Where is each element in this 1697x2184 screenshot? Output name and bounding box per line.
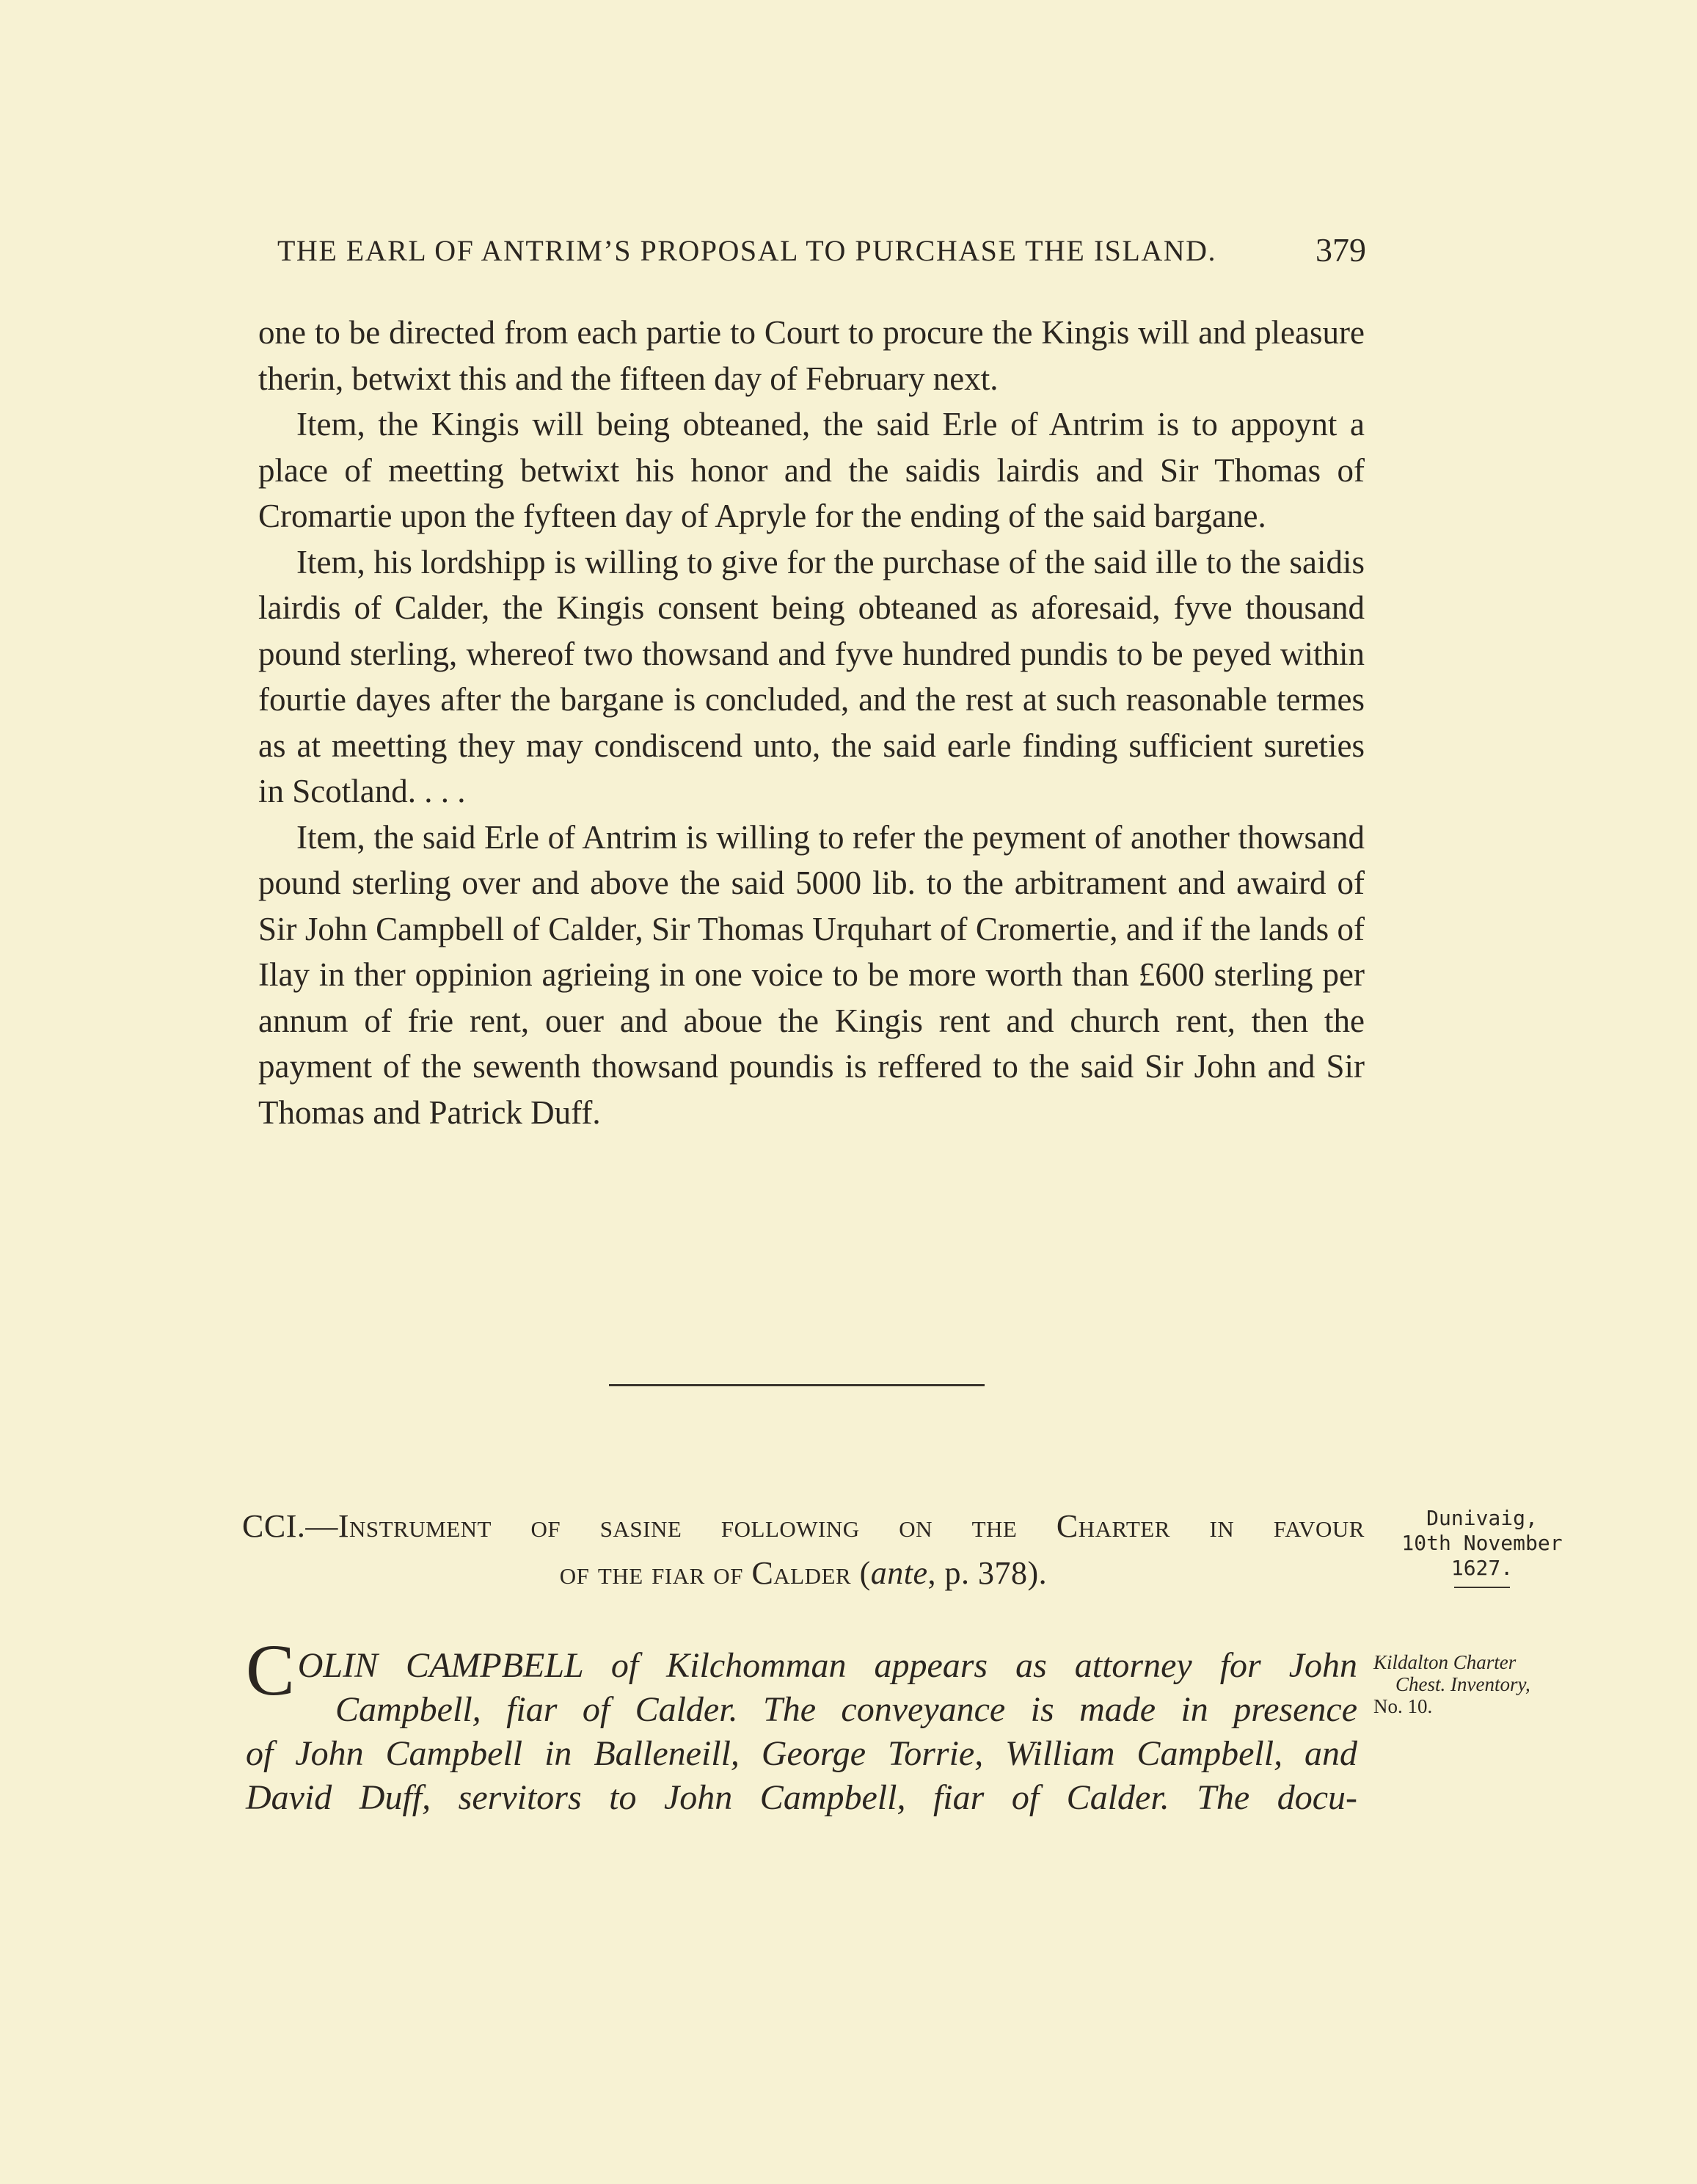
body-text — [258, 310, 1365, 1135]
running-title: THE EARL OF ANTRIM’S PROPOSAL TO PURCHASE THE ISLAND. — [277, 234, 1217, 267]
summary-line-2: Campbell, fiar of Calder. The conveyance is made in presence — [335, 1690, 1357, 1729]
side-note-source — [1373, 1651, 1572, 1717]
document-heading-line-2 — [242, 1550, 1365, 1597]
summary-line-1-rest: CAMPBELL of Kilchomman appears as attorney for John — [406, 1646, 1357, 1685]
document-summary — [246, 1629, 1357, 1820]
heading-line-2-suffix: , p. 378). — [927, 1555, 1048, 1591]
side-note-rule — [1454, 1587, 1510, 1588]
summary-line-4: David Duff, servitors to John Campbell, fiar of Calder. The docu- — [246, 1778, 1357, 1817]
heading-line-2-prefix: of the fiar of Calder ( — [559, 1555, 871, 1591]
side-note-source-line-2: Chest. Inventory, — [1395, 1673, 1530, 1695]
summary-first-word: OLIN — [297, 1646, 379, 1685]
drop-cap: C — [246, 1629, 295, 1711]
side-note-place: Dunivaig, — [1426, 1506, 1538, 1530]
summary-line-3: of John Campbell in Balleneill, George Torrie, William Campbell, and — [246, 1734, 1357, 1773]
document-heading — [242, 1503, 1365, 1597]
heading-ante-reference: ante — [870, 1555, 928, 1591]
side-note-date: 10th November — [1401, 1531, 1563, 1555]
side-note-source-line-3: No. 10. — [1373, 1695, 1433, 1717]
paragraph-item-purchase: Item, his lordshipp is willing to give for the purchase of the said ille to the saidis lairdis of Calder, the Kingis consent being obteaned as aforesaid, fyve thousand pound sterling, whereof two thowsand and fyve hundred pundis to be peyed within fourtie dayes after the bargane is concluded, and the rest at such reasonable termes as at meetting they may condiscend unto, the said earle finding sufficient sureties in Scotland. . . . — [258, 543, 1365, 809]
running-head — [277, 233, 1366, 274]
page-number: 379 — [1315, 231, 1366, 269]
side-note-source-line-1: Kildalton Charter — [1373, 1651, 1517, 1673]
paragraph-item-arbitrament: Item, the said Erle of Antrim is willing to refer the peyment of another thowsand pound sterling over and above the said 5000 lib. to the arbitrament and awaird of Sir John Campbell of Calder, Sir Thomas Urquhart of Cromertie, and if the lands of Ilay in ther oppinion agrieing in one voice to be more worth than £600 sterling per annum of frie rent, ouer and aboue the Kingis rent and church rent, then the payment of the sewenth thowsand poundis is reffered to the said Sir John and Sir Thomas and Patrick Duff. — [258, 818, 1365, 1131]
document-heading-line-1: CCI.—Instrument of sasine following on the Charter in favour — [242, 1508, 1365, 1544]
side-note-year: 1627. — [1450, 1556, 1514, 1580]
side-note-place-date — [1390, 1506, 1574, 1588]
section-divider — [609, 1384, 985, 1386]
paragraph-item-meeting: Item, the Kingis will being obteaned, the said Erle of Antrim is to appoynt a place of meetting betwixt his honor and the saidis lairdis and Sir Thomas of Cromartie upon the fyfteen day of Apryle for the ending of the said bargane. — [258, 406, 1365, 534]
paragraph-continuation: one to be directed from each partie to Court to procure the Kingis will and pleasure therin, betwixt this and the fifteen day of February next. — [258, 314, 1365, 397]
